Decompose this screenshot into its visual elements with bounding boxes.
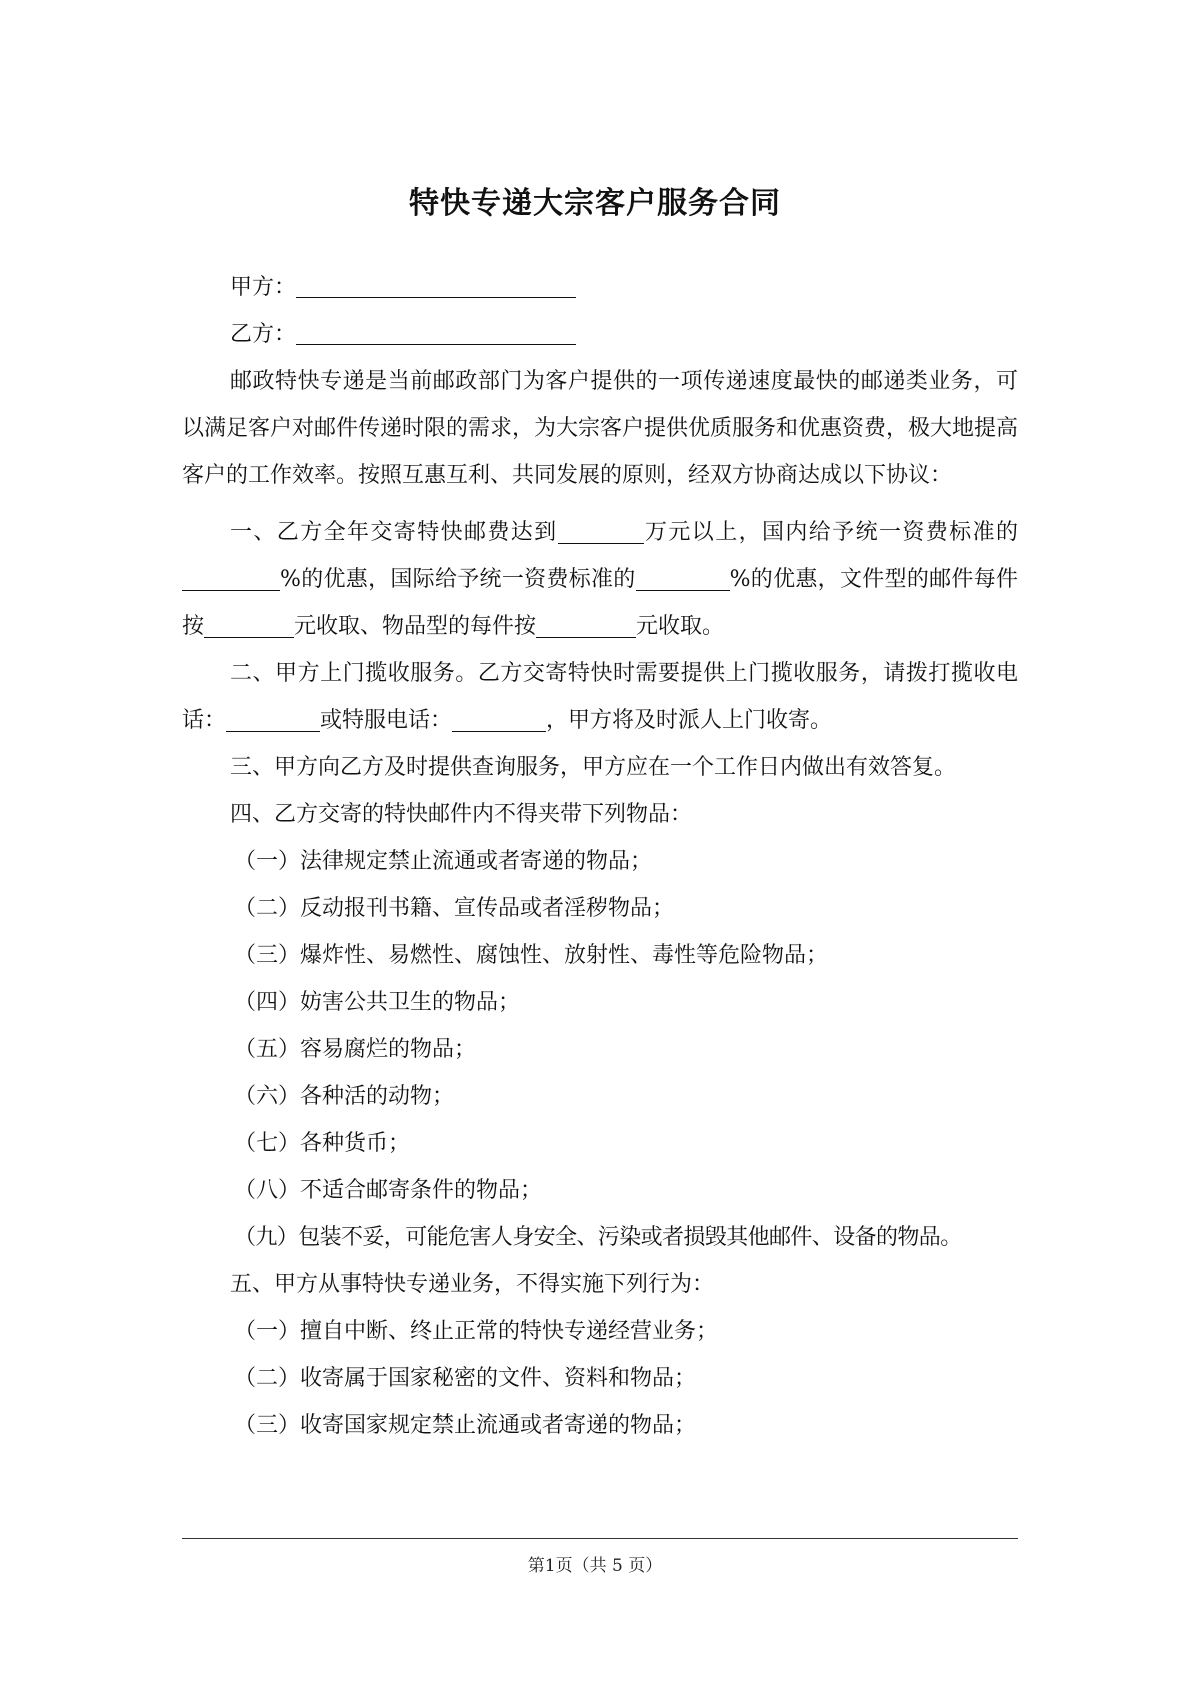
domestic-discount-blank [182,562,280,591]
clause-1-text: 万元以上，国内给予统一资费标准的 [643,520,1018,545]
list-item: （三）爆炸性、易燃性、腐蚀性、放射性、毒性等危险物品； [234,943,829,968]
clause-4-heading: 四、乙方交寄的特快邮件内不得夹带下列物品： [230,802,693,827]
intro-paragraph: 邮政特快专递是当前邮政部门为客户提供的一项传递速度最快的邮递类业务，可以满足客户对邮件传递时限的需求，为大宗客户提供优质服务和优惠资费，极大地提高客户的工作效率。按照互惠互利、共同发展的原则，经双方协商达成以下协议： [182,369,1019,488]
list-item: （三）收寄国家规定禁止流通或者寄递的物品； [234,1413,697,1438]
party-b-label: 乙方： [230,322,297,347]
page-number: 第1页（共 5 页） [527,1556,663,1576]
clause-2-text: 二、甲方上门揽收服务。乙方交寄特快时需要提供上门揽收服务，请拨打揽收电话： [182,661,1018,733]
party-a-blank [296,267,576,298]
clause-2-text: ，甲方将及时派人上门收寄。 [546,708,833,733]
clause-1-text: 元收取、物品型的每件按 [294,614,537,639]
clause-1-text: %的优惠，文件型的邮件每件按 [182,567,1019,639]
pickup-phone-blank [226,703,320,732]
clause-1-text: 一、乙方全年交寄特快邮费达到 [230,520,558,545]
document-title: 特快专递大宗客户服务合同 [409,186,781,221]
amount-blank [558,515,644,544]
clause-3: 三、甲方向乙方及时提供查询服务，甲方应在一个工作日内做出有效答复。 [230,755,957,780]
footer-divider [182,1538,1018,1539]
parcel-fee-blank [536,609,636,638]
list-item: （八）不适合邮寄条件的物品； [234,1178,543,1203]
document-body [182,264,1018,1449]
list-item: （一）擅自中断、终止正常的特快专递经营业务； [234,1319,719,1344]
list-item: （四）妨害公共卫生的物品； [234,990,521,1015]
list-item: （二）收寄属于国家秘密的文件、资料和物品； [234,1366,697,1391]
party-b-line [182,311,1018,358]
list-item: （二）反动报刊书籍、宣传品或者淫秽物品； [234,896,675,921]
list-item: （六）各种活的动物； [234,1084,455,1109]
document-fee-blank [204,609,294,638]
list-item: （五）容易腐烂的物品； [234,1037,477,1062]
party-a-label: 甲方： [230,275,297,300]
international-discount-blank [636,562,730,591]
clause-2 [182,650,1018,744]
list-item: （七）各种货币； [234,1131,411,1156]
party-b-blank [296,314,576,345]
party-a-line [182,264,1018,311]
clause-1-text: 元收取。 [636,614,725,639]
clause-1-text: %的优惠，国际给予统一资费标准的 [280,567,636,592]
clause-2-text: 或特服电话： [320,708,453,733]
paragraph-spacer [182,499,1018,509]
service-phone-blank [452,703,546,732]
clause-5-heading: 五、甲方从事特快专递业务，不得实施下列行为： [230,1272,715,1297]
list-item: （九）包装不妥，可能危害人身安全、污染或者损毁其他邮件、设备的物品。 [234,1225,962,1250]
list-item: （一）法律规定禁止流通或者寄递的物品； [234,849,653,874]
clause-1 [182,509,1018,650]
